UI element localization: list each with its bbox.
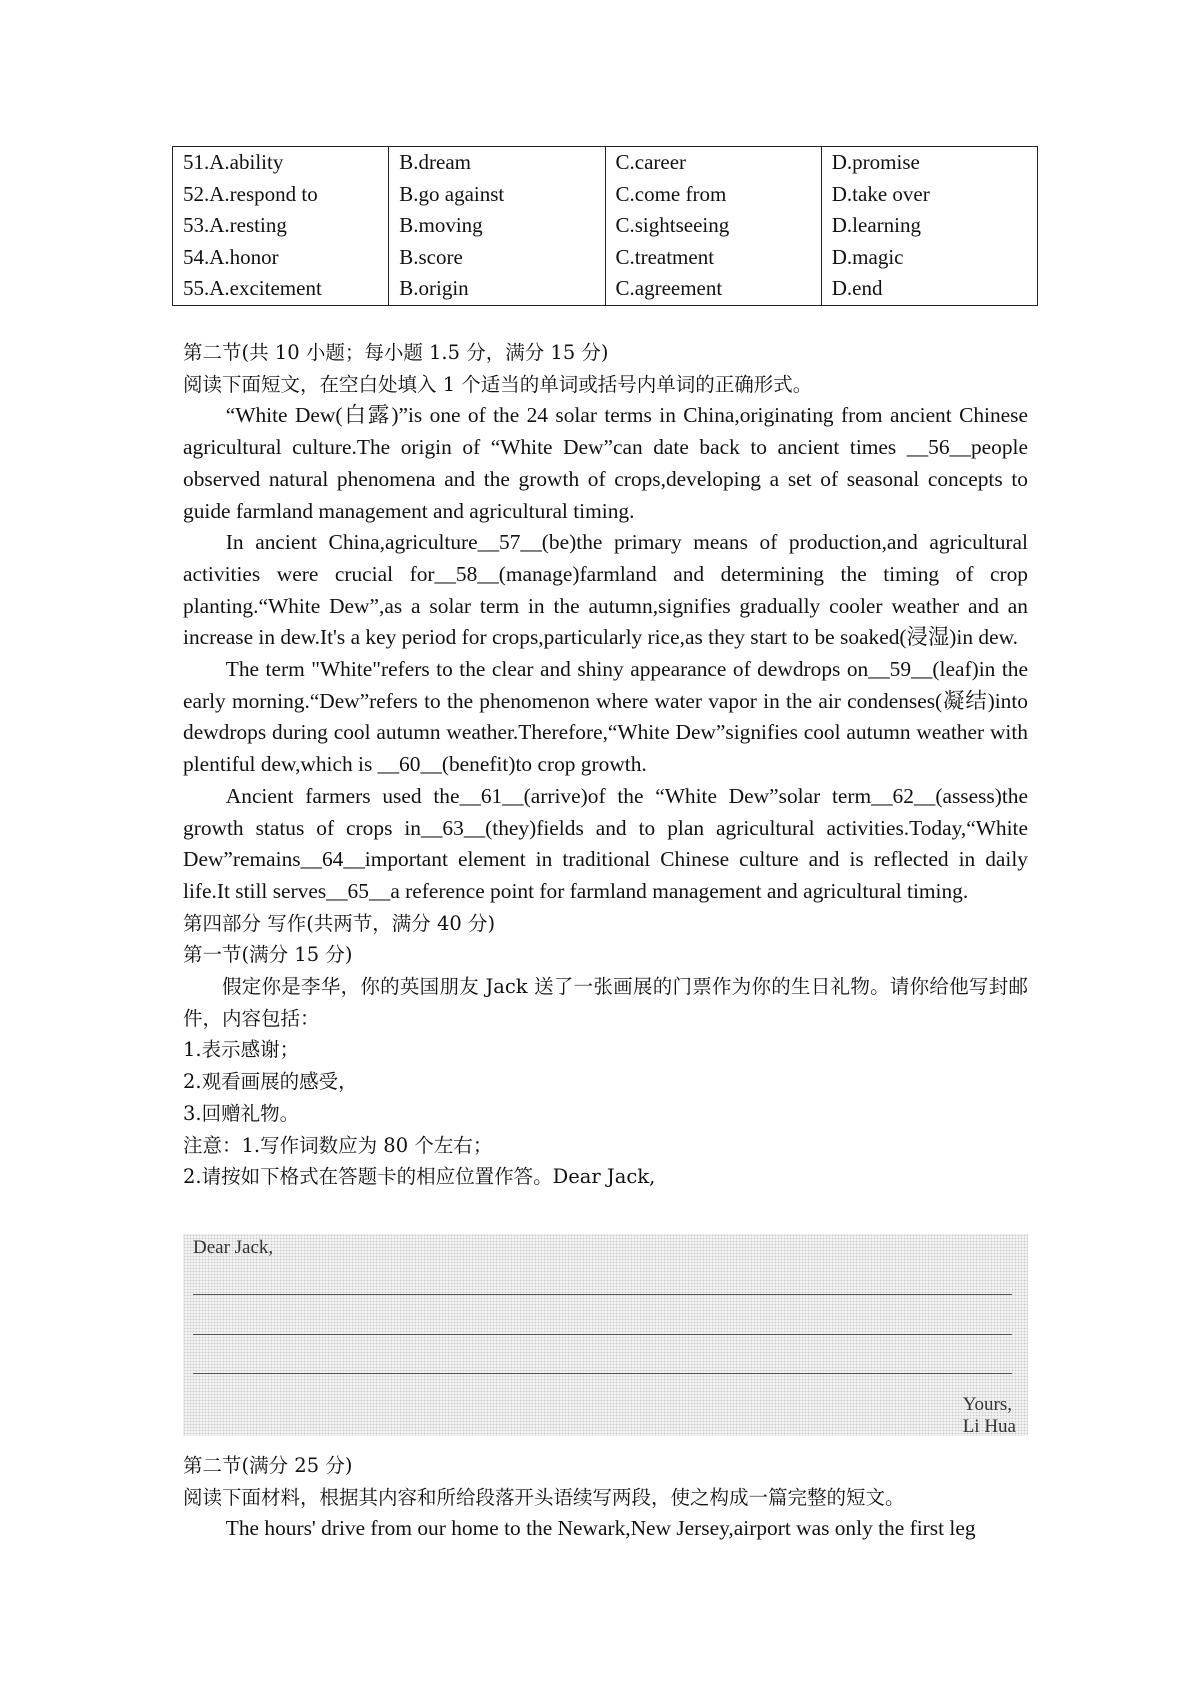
- writing-point-1: 1.表示感谢；: [183, 1038, 300, 1062]
- option-cell: C.career: [605, 147, 821, 179]
- answer-line: [193, 1294, 1012, 1295]
- option-cell: D.learning: [821, 210, 1037, 242]
- answer-line: [193, 1373, 1012, 1374]
- option-cell: 53.A.resting: [173, 210, 389, 242]
- writing-note-2: 2.请按如下格式在答题卡的相应位置作答。Dear Jack,: [183, 1165, 656, 1189]
- option-cell: C.come from: [605, 179, 821, 211]
- writing-point-3: 3.回赠礼物。: [183, 1101, 300, 1125]
- part4-section2: [183, 1450, 1028, 1545]
- option-cell: C.sightseeing: [605, 210, 821, 242]
- passage-paragraph-4: Ancient farmers used the__61__(arrive)of the “White Dew”solar term__62__(assess)the growth status of crops in__63__(they)fields and to plan agricultural activities.Today,“White Dew”remains__64__important element in traditional Chinese culture and is reflected in daily life.It still serves__65__a reference point for farmland management and agricultural timing.: [183, 783, 1028, 903]
- option-cell: 52.A.respond to: [173, 179, 389, 211]
- option-cell: B.origin: [389, 273, 605, 305]
- option-cell: 54.A.honor: [173, 242, 389, 274]
- option-cell: B.dream: [389, 147, 605, 179]
- letter-signature: Li Hua: [962, 1416, 1016, 1437]
- letter-closing-block: [963, 1394, 1016, 1438]
- section2-instruction: 阅读下面短文，在空白处填入 1 个适当的单词或括号内单词的正确形式。: [183, 372, 813, 396]
- option-cell: D.take over: [821, 179, 1037, 211]
- options-table: [172, 146, 1038, 306]
- writing-prompt: 假定你是李华，你的英国朋友 Jack 送了一张画展的门票作为你的生日礼物。请你给他写封邮件，内容包括：: [183, 975, 1028, 1030]
- letter-format-image: [183, 1234, 1028, 1436]
- option-cell: D.promise: [821, 147, 1037, 179]
- section2-heading: 第二节(共 10 小题；每小题 1.5 分，满分 15 分): [183, 341, 609, 364]
- letter-greeting: Dear Jack,: [193, 1237, 274, 1258]
- letter-closing: Yours,: [962, 1394, 1012, 1415]
- table-row: [173, 242, 1038, 274]
- table-row: [173, 210, 1038, 242]
- option-cell: C.agreement: [605, 273, 821, 305]
- part4-section1-heading: 第一节(满分 15 分): [183, 943, 353, 967]
- option-cell: B.score: [389, 242, 605, 274]
- answer-line: [193, 1334, 1012, 1335]
- option-cell: B.moving: [389, 210, 605, 242]
- option-cell: D.end: [821, 273, 1037, 305]
- option-cell: B.go against: [389, 179, 605, 211]
- passage-paragraph-2: In ancient China,agriculture__57__(be)the primary means of production,and agricultural activities were crucial for__58__(manage)farmland and determining the timing of crop planting.“White Dew”,as a solar term in the autumn,signifies gradually cooler weather and an increase in dew.It's a key period for crops,particularly rice,as they start to be soaked(浸湿)in dew.: [183, 530, 1028, 650]
- table-row: [173, 179, 1038, 211]
- writing-note-1: 注意：1.写作词数应为 80 个左右；: [183, 1133, 493, 1157]
- part4-heading: 第四部分 写作(共两节，满分 40 分): [183, 911, 496, 935]
- section2-passage: [183, 337, 1028, 1193]
- passage-paragraph-1: “White Dew(白露)”is one of the 24 solar terms in China,originating from ancient Chinese agricultural culture.The origin of “White Dew”can date back to ancient times __56__people observed natural phenomena and the growth of crops,developing a set of seasonal concepts to guide farmland management and agricultural timing.: [183, 403, 1028, 523]
- continuation-text: The hours' drive from our home to the Newark,New Jersey,airport was only the first leg: [225, 1516, 976, 1541]
- option-cell: C.treatment: [605, 242, 821, 274]
- table-row: [173, 147, 1038, 179]
- passage-paragraph-3: The term "White"refers to the clear and shiny appearance of dewdrops on__59__(leaf)in the early morning.“Dew”refers to the phenomenon where water vapor in the air condenses(凝结)into dewdrops during cool autumn weather.Therefore,“White Dew”signifies cool autumn weather with plentiful dew,which is __60__(benefit)to crop growth.: [183, 657, 1028, 777]
- part4-section2-instruction: 阅读下面材料，根据其内容和所给段落开头语续写两段，使之构成一篇完整的短文。: [183, 1485, 905, 1509]
- part4-section2-heading: 第二节(满分 25 分): [183, 1454, 353, 1477]
- option-cell: 51.A.ability: [173, 147, 389, 179]
- table-row: [173, 273, 1038, 305]
- option-cell: D.magic: [821, 242, 1037, 274]
- option-cell: 55.A.excitement: [173, 273, 389, 305]
- writing-point-2: 2.观看画展的感受，: [183, 1070, 358, 1094]
